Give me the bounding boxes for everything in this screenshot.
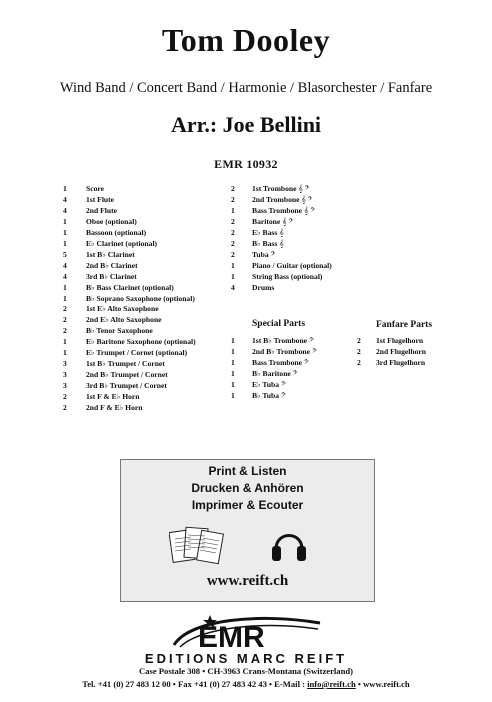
part-row xyxy=(231,391,317,402)
part-row xyxy=(231,250,332,261)
clef-icon: 𝄢 xyxy=(270,249,276,259)
part-name: 1st Trombone xyxy=(252,184,297,193)
part-qty: 2 xyxy=(357,357,361,367)
email-link[interactable]: info@reift.ch xyxy=(307,679,356,689)
part-name: 2nd Flugelhorn xyxy=(376,346,427,356)
part-name: Bass Trombone xyxy=(252,357,303,367)
part-qty: 2 xyxy=(357,346,361,356)
part-qty: 2 xyxy=(231,249,235,259)
part-row xyxy=(63,294,196,305)
part-name: B♭ Soprano Saxophone (optional) xyxy=(86,293,195,303)
part-row xyxy=(357,358,426,369)
part-qty: 5 xyxy=(63,249,67,259)
part-qty: 1 xyxy=(231,368,235,378)
part-row xyxy=(63,195,196,206)
part-row xyxy=(357,347,426,358)
part-qty: 1 xyxy=(63,184,67,193)
part-qty: 1 xyxy=(231,379,235,389)
promo-line-print-listen: Print & Listen xyxy=(208,464,287,478)
clef-icon: 𝄢 xyxy=(308,336,314,345)
part-row xyxy=(231,283,332,294)
fanfare-parts-list xyxy=(357,336,426,369)
part-qty: 2 xyxy=(231,194,235,204)
part-qty: 2 xyxy=(231,238,235,248)
part-qty: 1 xyxy=(231,271,235,281)
publisher-address: Case Postale 308 • CH-3963 Crans-Montana (Switzerland) xyxy=(138,666,353,676)
print-listen-box[interactable] xyxy=(120,459,375,602)
part-name: Piano / Guitar (optional) xyxy=(252,260,332,270)
parts-list-brass xyxy=(231,184,332,294)
part-qty: 1 xyxy=(63,238,67,248)
part-qty: 4 xyxy=(231,282,235,292)
headphones-icon xyxy=(269,525,309,570)
part-qty: 1 xyxy=(63,282,67,292)
ensemble-subtitle: Wind Band / Concert Band / Harmonie / Blasorchester / Fanfare xyxy=(59,80,433,96)
part-name: Drums xyxy=(252,282,275,292)
part-name: Oboe (optional) xyxy=(86,216,137,226)
part-name: E♭ Trumpet / Cornet (optional) xyxy=(86,348,188,358)
part-name: E♭ Tuba xyxy=(252,379,280,389)
part-qty: 3 xyxy=(63,381,67,391)
clef-icon: 𝄞 𝄢 xyxy=(301,194,313,204)
promo-line-drucken: Drucken & Anhören xyxy=(191,481,304,495)
part-row xyxy=(63,370,196,381)
part-name: 2nd Flute xyxy=(86,205,118,215)
part-qty: 4 xyxy=(63,271,67,281)
clef-icon: 𝄢 xyxy=(303,357,309,367)
part-name: 2nd Trombone xyxy=(252,194,300,204)
part-row xyxy=(231,261,332,272)
part-qty: 1 xyxy=(63,337,67,347)
part-name: Score xyxy=(86,184,104,193)
clef-icon: 𝄞 𝄢 xyxy=(303,205,315,215)
part-row xyxy=(63,283,196,294)
part-qty: 1 xyxy=(63,216,67,226)
part-qty: 2 xyxy=(63,403,67,413)
part-qty: 4 xyxy=(63,194,67,204)
part-name: Bass Trombone xyxy=(252,205,303,215)
part-row xyxy=(231,336,317,347)
part-qty: 1 xyxy=(231,346,235,356)
part-qty: 4 xyxy=(63,260,67,270)
part-qty: 2 xyxy=(63,304,67,314)
parts-list-main xyxy=(63,184,196,414)
sheet-music-icon xyxy=(169,523,225,572)
part-row xyxy=(63,359,196,370)
part-row xyxy=(357,336,426,347)
part-name: Baritone xyxy=(252,216,281,226)
part-qty: 3 xyxy=(63,359,67,369)
clef-icon: 𝄞 𝄢 xyxy=(298,184,310,193)
part-name: E♭ Baritone Saxophone (optional) xyxy=(86,337,196,347)
arranger-credit: Arr.: Joe Bellini xyxy=(170,112,322,137)
catalog-number: EMR 10932 xyxy=(214,157,278,171)
part-row xyxy=(63,304,196,315)
part-qty: 2 xyxy=(231,184,235,193)
website-link[interactable]: www.reift.ch xyxy=(206,573,289,589)
part-row xyxy=(231,347,317,358)
part-name: 2nd B♭ Clarinet xyxy=(86,260,138,270)
part-name: 1st B♭ Trumpet / Cornet xyxy=(86,359,165,369)
part-qty: 3 xyxy=(63,370,67,380)
part-qty: 1 xyxy=(231,336,235,345)
part-qty: 2 xyxy=(231,216,235,226)
part-name: 2nd E♭ Alto Saxophone xyxy=(86,315,162,325)
part-row xyxy=(63,184,196,195)
part-name: 3rd B♭ Trumpet / Cornet xyxy=(86,381,167,391)
part-name: 1st Flute xyxy=(86,194,115,204)
part-qty: 2 xyxy=(63,392,67,402)
part-name: 3rd Flugelhorn xyxy=(376,357,426,367)
part-name: 3rd B♭ Clarinet xyxy=(86,271,137,281)
part-name: 1st B♭ Clarinet xyxy=(86,249,135,259)
part-name: 1st Flugelhorn xyxy=(376,336,424,345)
publisher-name: EDITIONS MARC REIFT xyxy=(144,651,348,666)
special-parts-list xyxy=(231,336,317,402)
part-row xyxy=(63,206,196,217)
part-name: B♭ Bass xyxy=(252,238,278,248)
part-name: String Bass (optional) xyxy=(252,271,323,281)
part-row xyxy=(63,217,196,228)
part-name: 2nd F & E♭ Horn xyxy=(86,403,143,413)
clef-icon: 𝄢 xyxy=(292,368,298,378)
part-row xyxy=(63,337,196,348)
part-row xyxy=(231,217,332,228)
part-name: 1st B♭ Trombone xyxy=(252,336,308,345)
part-name: 1st E♭ Alto Saxophone xyxy=(86,304,159,314)
part-row xyxy=(63,315,196,326)
clef-icon: 𝄢 xyxy=(311,346,317,356)
emr-logo-text: EMR xyxy=(198,621,265,653)
part-name: 2nd B♭ Trombone xyxy=(252,346,311,356)
part-name: Bassoon (optional) xyxy=(86,227,147,237)
part-row xyxy=(63,403,196,414)
part-name: B♭ Baritone xyxy=(252,368,291,378)
part-qty: 4 xyxy=(63,205,67,215)
part-row xyxy=(231,184,332,195)
part-name: 1st F & E♭ Horn xyxy=(86,392,140,402)
part-name: E♭ Clarinet (optional) xyxy=(86,238,158,248)
part-name: E♭ Bass xyxy=(252,227,278,237)
fanfare-parts-heading: Fanfare Parts xyxy=(376,320,433,330)
part-row xyxy=(63,261,196,272)
part-row xyxy=(63,228,196,239)
part-row xyxy=(231,239,332,250)
part-qty: 1 xyxy=(231,390,235,400)
part-row xyxy=(231,358,317,369)
part-name: 2nd B♭ Trumpet / Cornet xyxy=(86,370,168,380)
part-row xyxy=(63,239,196,250)
part-row xyxy=(231,206,332,217)
part-row xyxy=(63,381,196,392)
part-qty: 2 xyxy=(231,227,235,237)
part-row xyxy=(63,272,196,283)
part-row xyxy=(231,228,332,239)
part-row xyxy=(231,195,332,206)
part-row xyxy=(231,380,317,391)
part-qty: 1 xyxy=(63,348,67,358)
part-row xyxy=(231,272,332,283)
part-row xyxy=(63,250,196,261)
contact-website[interactable]: • www.reift.ch xyxy=(355,679,410,689)
clef-icon: 𝄞 𝄢 xyxy=(282,216,294,226)
part-name: B♭ Bass Clarinet (optional) xyxy=(86,282,174,292)
part-row xyxy=(63,326,196,337)
clef-icon: 𝄢 xyxy=(280,379,286,389)
part-qty: 2 xyxy=(357,336,361,345)
part-qty: 1 xyxy=(231,260,235,270)
part-qty: 2 xyxy=(63,315,67,325)
part-row xyxy=(231,369,317,380)
part-name: Tuba xyxy=(252,249,269,259)
clef-icon: 𝄞 xyxy=(279,238,284,248)
part-qty: 1 xyxy=(63,293,67,303)
part-name: B♭ Tuba xyxy=(252,390,280,400)
part-qty: 1 xyxy=(63,227,67,237)
part-qty: 1 xyxy=(231,357,235,367)
promo-line-imprimer: Imprimer & Ecouter xyxy=(191,498,304,512)
contact-phone-fax: Tel. +41 (0) 27 483 12 00 • Fax +41 (0) 27 483 42 43 • E-Mail : xyxy=(82,679,308,689)
clef-icon: 𝄢 xyxy=(280,390,286,400)
special-parts-heading: Special Parts xyxy=(252,319,306,329)
part-row xyxy=(63,392,196,403)
part-qty: 2 xyxy=(63,326,67,336)
part-row xyxy=(63,348,196,359)
part-name: B♭ Tenor Saxophone xyxy=(86,326,153,336)
clef-icon: 𝄞 xyxy=(279,227,284,237)
contact-line xyxy=(0,679,492,689)
page-title: Tom Dooley xyxy=(161,22,331,58)
part-qty: 1 xyxy=(231,205,235,215)
